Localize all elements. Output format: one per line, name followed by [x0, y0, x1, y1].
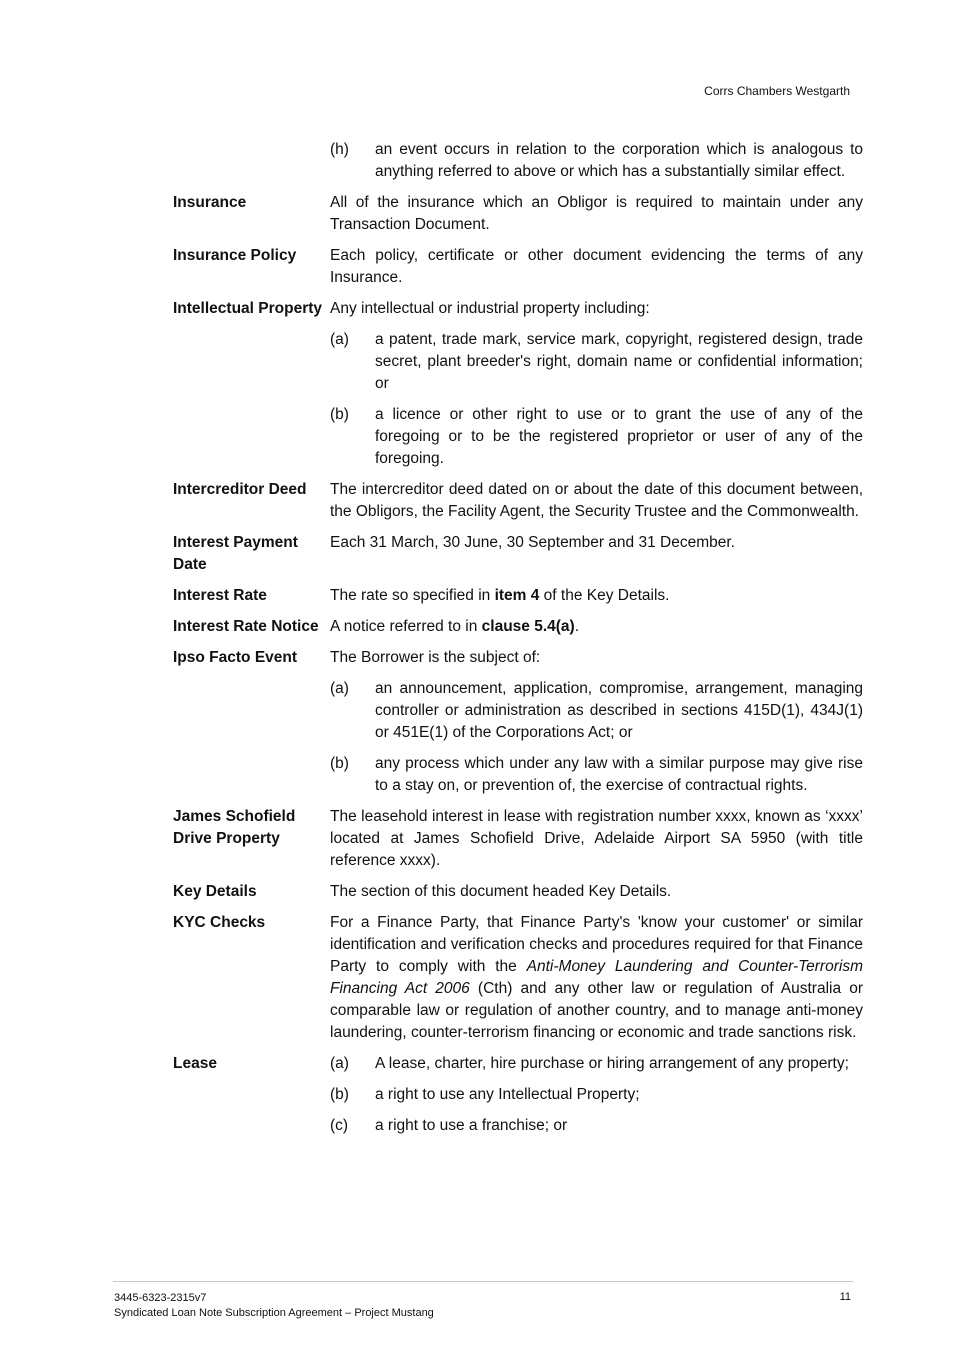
definition-text: The Borrower is the subject of: [330, 649, 541, 666]
sub-text: an announcement, application, compromise, arrangement, managing controller or administration as described in sections 415D(1), 434J(1) or 451E(1) of the Corporations Act; or [375, 680, 863, 741]
text-part: The rate so specified in [330, 587, 495, 604]
definition-key-details [173, 881, 863, 903]
definition-james-schofield-drive-property [173, 806, 863, 872]
page-number: 11 [839, 1291, 851, 1303]
sub-text: an event occurs in relation to the corporation which is analogous to anything referred to above or which has a substantially similar effect. [375, 141, 863, 180]
sub-label: (h) [330, 141, 349, 158]
definitions-body [173, 139, 863, 1146]
sub-text: a licence or other right to use or to grant the use of any of the foregoing or to be the registered proprietor or user of any of the foregoing. [375, 406, 863, 467]
sub-clause [330, 404, 863, 470]
definition-ipso-facto-event [173, 647, 863, 669]
sub-text: a right to use a franchise; or [375, 1117, 568, 1134]
definition-text [330, 912, 863, 1044]
term: Ipso Facto Event [173, 649, 298, 666]
bold-reference: clause 5.4(a) [481, 618, 575, 635]
definition-interest-rate [173, 585, 863, 607]
sub-label: (a) [330, 331, 349, 348]
definition-text: Each 31 March, 30 June, 30 September and 31 December. [330, 534, 735, 551]
text-part: of the Key Details. [539, 587, 670, 604]
term: Intercreditor Deed [173, 481, 307, 498]
term: Key Details [173, 883, 257, 900]
running-header: Corrs Chambers Westgarth [704, 84, 850, 98]
footer-divider [113, 1281, 853, 1282]
term: Insurance Policy [173, 247, 297, 264]
definition-insurance-policy [173, 245, 863, 289]
definition-interest-payment-date [173, 532, 863, 576]
sub-label: (b) [330, 406, 349, 423]
sub-clause [330, 329, 863, 395]
term: Insurance [173, 194, 247, 211]
sub-text: a patent, trade mark, service mark, copyright, registered design, trade secret, plant breeder's right, domain name or confidential information; or [375, 331, 863, 392]
sub-label: (b) [330, 1086, 349, 1103]
sub-label: (a) [330, 1055, 349, 1072]
definition-text [330, 585, 863, 607]
definition-text: Any intellectual or industrial property including: [330, 300, 650, 317]
term: Intellectual Property [173, 300, 323, 317]
term: James Schofield Drive Property [173, 808, 296, 847]
term: Interest Rate Notice [173, 618, 319, 635]
definition-text [330, 616, 863, 638]
bold-reference: item 4 [494, 587, 540, 604]
document-id: 3445-6323-2315v7 [114, 1292, 207, 1304]
sub-text: any process which under any law with a similar purpose may give rise to a stay on, or prevention of, the exercise of contractual rights. [375, 755, 863, 794]
document-title: Syndicated Loan Note Subscription Agreement – Project Mustang [114, 1307, 434, 1319]
sub-text: A lease, charter, hire purchase or hiring arrangement of any property; [375, 1055, 849, 1072]
sub-clause [330, 1115, 863, 1137]
term: Interest Rate [173, 587, 267, 604]
definition-lease [173, 1053, 863, 1075]
act-title: Anti-Money Laundering and Counter-Terrorism Financing Act 2006 [330, 958, 863, 997]
sub-clause [330, 1084, 863, 1106]
definition-intellectual-property [173, 298, 863, 320]
definition-text: Each policy, certificate or other document evidencing the terms of any Insurance. [330, 247, 863, 286]
definition-text: The intercreditor deed dated on or about the date of this document between, the Obligors, the Facility Agent, the Security Trustee and the Commonwealth. [330, 481, 863, 520]
sub-clause-h [330, 139, 863, 183]
sub-label: (a) [330, 680, 349, 697]
definition-kyc-checks [173, 912, 863, 1044]
definition-text: The leasehold interest in lease with registration number xxxx, known as ‘xxxx’ located at James Schofield Drive, Adelaide Airport SA 5950 (with title reference xxxx). [330, 808, 863, 869]
term: KYC Checks [173, 914, 266, 931]
term: Lease [173, 1055, 217, 1072]
sub-clause [330, 678, 863, 744]
sub-clause [330, 753, 863, 797]
footer-info [114, 1291, 434, 1321]
definition-text: All of the insurance which an Obligor is required to maintain under any Transaction Document. [330, 194, 863, 233]
sub-label: (b) [330, 755, 349, 772]
text-part: For a Finance Party, that Finance Party's 'know your customer' or similar identification and verification checks and procedures required for that Finance Party to comply with the [330, 914, 863, 975]
definition-text [330, 1053, 863, 1075]
text-part: A notice referred to in [330, 618, 482, 635]
definition-intercreditor-deed [173, 479, 863, 523]
text-part: . [574, 618, 580, 635]
definition-insurance [173, 192, 863, 236]
sub-label: (c) [330, 1117, 349, 1134]
definition-text: The section of this document headed Key Details. [330, 883, 672, 900]
term: Interest Payment Date [173, 534, 298, 573]
text-part: (Cth) and any other law or regulation of Australia or comparable law or regulation of another country, and to manage anti-money laundering, counter-terrorism financing or economic and trade sanctions risk. [330, 980, 864, 1041]
sub-text: a right to use any Intellectual Property; [375, 1086, 640, 1103]
definition-interest-rate-notice [173, 616, 863, 638]
